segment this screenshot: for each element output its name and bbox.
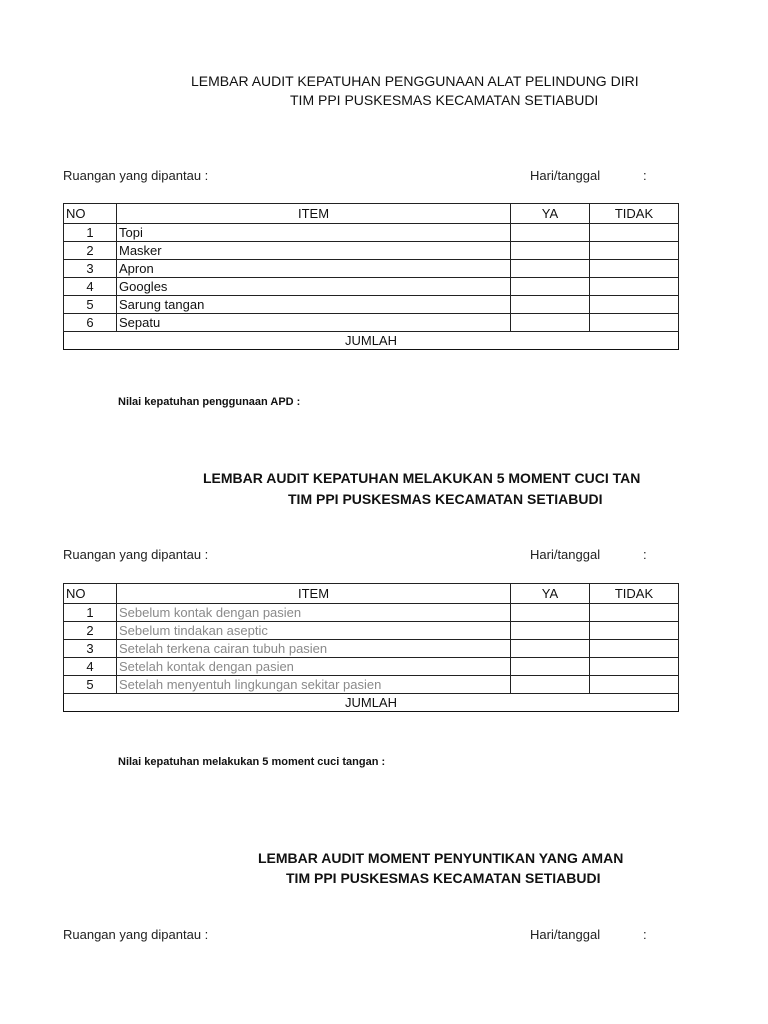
no-cell[interactable] (590, 604, 679, 622)
section3-title-line2: TIM PPI PUSKESMAS KECAMATAN SETIABUDI (286, 870, 601, 886)
table-row (64, 658, 679, 676)
no-cell[interactable] (590, 242, 679, 260)
total-label: JUMLAH (64, 694, 679, 712)
section2-date-colon: : (643, 547, 647, 562)
total-label: JUMLAH (64, 332, 679, 350)
no-cell[interactable] (590, 314, 679, 332)
row-number: 2 (64, 622, 117, 640)
section2-table (63, 583, 679, 712)
section2-title-line2: TIM PPI PUSKESMAS KECAMATAN SETIABUDI (288, 491, 603, 507)
header-item: ITEM (117, 204, 511, 224)
total-row (64, 332, 679, 350)
section1-date-colon: : (643, 168, 647, 183)
table-row (64, 314, 679, 332)
section1-score-label: Nilai kepatuhan penggunaan APD : (118, 396, 301, 408)
row-number: 4 (64, 278, 117, 296)
header-yes: YA (511, 204, 590, 224)
row-item: Sepatu (117, 314, 511, 332)
section2-score-label: Nilai kepatuhan melakukan 5 moment cuci tangan : (118, 756, 386, 768)
row-item: Apron (117, 260, 511, 278)
row-number: 5 (64, 296, 117, 314)
header-yes: YA (511, 584, 590, 604)
row-item: Masker (117, 242, 511, 260)
yes-cell[interactable] (511, 314, 590, 332)
table-row (64, 296, 679, 314)
row-item: Sarung tangan (117, 296, 511, 314)
no-cell[interactable] (590, 260, 679, 278)
header-item: ITEM (117, 584, 511, 604)
table-header-row (64, 204, 679, 224)
yes-cell[interactable] (511, 296, 590, 314)
table-row (64, 278, 679, 296)
yes-cell[interactable] (511, 640, 590, 658)
table-row (64, 604, 679, 622)
row-item: Setelah kontak dengan pasien (117, 658, 511, 676)
header-no: NO (64, 584, 117, 604)
row-item: Topi (117, 224, 511, 242)
row-number: 3 (64, 640, 117, 658)
yes-cell[interactable] (511, 278, 590, 296)
section1-title-line2: TIM PPI PUSKESMAS KECAMATAN SETIABUDI (290, 92, 599, 108)
table-row (64, 242, 679, 260)
row-number: 1 (64, 604, 117, 622)
table-header-row (64, 584, 679, 604)
yes-cell[interactable] (511, 658, 590, 676)
row-number: 4 (64, 658, 117, 676)
section1-table (63, 203, 679, 350)
no-cell[interactable] (590, 658, 679, 676)
yes-cell[interactable] (511, 622, 590, 640)
no-cell[interactable] (590, 296, 679, 314)
section3-title-line1: LEMBAR AUDIT MOMENT PENYUNTIKAN YANG AMAN (258, 850, 624, 866)
section3-date-label: Hari/tanggal (530, 927, 601, 942)
table-row (64, 260, 679, 278)
row-number: 3 (64, 260, 117, 278)
section3-date-colon: : (643, 927, 647, 942)
row-number: 6 (64, 314, 117, 332)
section3-room-label: Ruangan yang dipantau : (63, 927, 209, 942)
section2-date-label: Hari/tanggal (530, 547, 601, 562)
yes-cell[interactable] (511, 224, 590, 242)
row-item: Sebelum tindakan aseptic (117, 622, 511, 640)
yes-cell[interactable] (511, 260, 590, 278)
header-no-answer: TIDAK (590, 204, 679, 224)
yes-cell[interactable] (511, 676, 590, 694)
row-item: Setelah terkena cairan tubuh pasien (117, 640, 511, 658)
table-row (64, 640, 679, 658)
row-number: 1 (64, 224, 117, 242)
no-cell[interactable] (590, 622, 679, 640)
no-cell[interactable] (590, 224, 679, 242)
section1-title-line1: LEMBAR AUDIT KEPATUHAN PENGGUNAAN ALAT PELINDUNG DIRI (191, 73, 639, 89)
header-no-answer: TIDAK (590, 584, 679, 604)
yes-cell[interactable] (511, 242, 590, 260)
section2-title-line1: LEMBAR AUDIT KEPATUHAN MELAKUKAN 5 MOMENT CUCI TAN (203, 470, 641, 486)
row-item: Googles (117, 278, 511, 296)
section1-date-label: Hari/tanggal (530, 168, 601, 183)
total-row (64, 694, 679, 712)
section2-room-label: Ruangan yang dipantau : (63, 547, 209, 562)
row-number: 5 (64, 676, 117, 694)
no-cell[interactable] (590, 278, 679, 296)
no-cell[interactable] (590, 676, 679, 694)
row-item: Sebelum kontak dengan pasien (117, 604, 511, 622)
row-item: Setelah menyentuh lingkungan sekitar pasien (117, 676, 511, 694)
table-row (64, 622, 679, 640)
section1-room-label: Ruangan yang dipantau : (63, 168, 209, 183)
header-no: NO (64, 204, 117, 224)
table-row (64, 676, 679, 694)
no-cell[interactable] (590, 640, 679, 658)
yes-cell[interactable] (511, 604, 590, 622)
table-row (64, 224, 679, 242)
row-number: 2 (64, 242, 117, 260)
